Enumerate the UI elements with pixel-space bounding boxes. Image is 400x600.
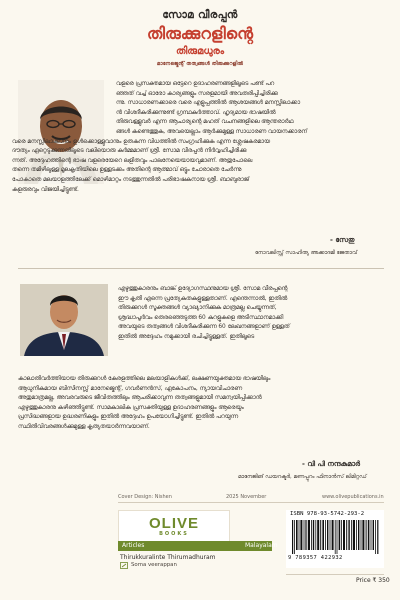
review-line: കാലാതിവർത്തിയായ തിരുക്കുറൾ കേരളത്തിലെ മലയാളികൾക്ക്, ലക്ഷണയുക്തമായ ഭാഷയിലും — [18, 376, 271, 382]
reviewer-photo — [20, 284, 108, 356]
section-divider — [18, 268, 384, 269]
publisher-name: OLIVE — [148, 515, 199, 532]
review-line: എഴുത്തുകാരനു കഴിഞ്ഞിട്ടുണ്ട്. സാമകാലിക പ്രസക്തിയുള്ള ഉദാഹരണങ്ങളും ആരെയും — [18, 404, 244, 411]
cover-design-credit: Cover Design: Nishen — [118, 494, 172, 500]
reviewer-2-title: മാനേജിങ് ഡയറക്ടർ, മണപ്പുറം ഫിനാൻസ് ലിമിറ്റഡ് — [238, 474, 367, 480]
reviewer-2-name: - വി പി നന്ദകുമാർ — [302, 460, 361, 468]
review-line: ദൗത്യം ഏറ്റെടുക്കുന്നതിലൂടെ വലിയൊരു കർമ്മമാണ് ശ്രീ. സോമ വീരപ്പൻ നിർവ്വഹിച്ചിരിക്കു — [12, 148, 247, 155]
publisher-sub: BOOKS — [159, 531, 189, 537]
price-divider — [286, 574, 384, 575]
review-line: കളരുരവും വിജയിച്ചിട്ടുണ്ട്. — [12, 186, 79, 193]
review-line: ങ്ങൾ കണ്ടെത്തുക, അവയെല്ലാം ആർക്കുമുള്ള സാധാരണ വായനക്കാരന് — [116, 128, 308, 135]
isbn-text: ISBN 978-93-5742-293-2 — [290, 511, 365, 517]
review-line: സ്ഥിതിവിവരങ്ങൾക്കുമുള്ള കൃത്യതയാർന്നവയാണ്. — [18, 423, 150, 430]
series-line: മാനേജ്മെന്റ് തത്വങ്ങൾ തിരുക്കുറളിൽ — [156, 61, 244, 67]
book-author-english: Soma veerappan — [131, 562, 177, 568]
review-line: ന്നു. സാധാരണക്കാരെ വരെ എളുപ്പത്തിൽ ആശയങ്ങൾ മനസ്സിലാക്കാ — [116, 100, 301, 107]
review-line: പോകാതെ മലയാളത്തിലേക്ക് മൊഴിമാറ്റം നടത്തുന്നതിൽ പരിഭാഷകനായ ശ്രീ. ബാബുരാജ് — [12, 176, 250, 183]
footer-divider — [118, 502, 384, 503]
author-name: സോമ വീരപ്പൻ — [162, 9, 238, 21]
review-paragraph-2 — [118, 285, 386, 375]
review-line: ന്നത്. അദ്ദേഹത്തിന്റെ ഭാഷ വളരെയേറെ ലളിതവും പാലനേയെയായവുമാണ്. അതുപോലെ — [12, 157, 253, 164]
book-title-sub: തിരുമധുരം — [175, 46, 225, 57]
review-line: അതുമാത്രമല്ല, അവരവരുടെ ജീവിതത്തിലും ആചരിക്കാവുന്ന തത്വങ്ങളുമായി സമന്വയിപ്പിക്കാൻ — [18, 395, 262, 402]
review-line: ഇതിൽ അദ്ദേഹം നമുക്കായി രചിച്ചിട്ടുള്ളത്. ഇതിലൂടെ — [118, 333, 255, 340]
author-pen-icon — [120, 562, 128, 569]
reviewer-1-title: നോവലിസ്റ്റ് സാഹിത്യ അക്കാദമി ജേതാവ് — [255, 250, 358, 256]
book-name-english: Thirukkuralinte Thirumadhuram — [120, 554, 216, 561]
review-line: ഈ കൃതി എന്നെ പ്രത്യേകതകളുള്ളതാണ്. എന്തെന്നാൽ, ഇതിൽ — [118, 295, 288, 302]
review-line: ഞ്ഞത് വച്ച് ഓരോ കാര്യങ്ങളും സരളമായി അവതരിപ്പിച്ചിരിക്കു — [116, 90, 278, 97]
review-line: വളരെ പ്രസക്തമായ ഒട്ടേറെ ഉദാഹരണങ്ങളിലൂടെ പണ്ട് പറ — [116, 81, 275, 87]
barcode-number: 9 789357 422932 — [288, 555, 343, 561]
category-right: Malayalam — [245, 542, 278, 549]
review-line: ശ്രദ്ധാപൂർവം തെരഞ്ഞെടുത്ത 60 കുറളുകളെ അടിസ്ഥാനമാക്കി — [118, 314, 284, 321]
review-line: എഴുത്തുകാരനും ബാങ്ക് ഉദ്യോഗസ്ഥനുമായ ശ്രീ. സോമ വീരപ്പന്റെ — [118, 286, 288, 292]
review-paragraph-2-cont — [18, 375, 386, 430]
reviewer-portrait-icon — [20, 284, 108, 356]
reviewer-1-name: - സേതു — [330, 236, 355, 244]
category-left: Articles — [122, 542, 145, 549]
price-label: Price ₹ 350 — [356, 577, 390, 584]
review-line: പ്രസിദ്ധങ്ങളായ ഉദ്ധരണികളും ഇതിൽ അദ്ദേഹം ഉപയോഗിച്ചിട്ടുണ്ട്. ഇതിൽ പറയുന്ന — [18, 414, 238, 421]
edition-text: 2025 November — [226, 494, 267, 500]
book-title: തിരുക്കുറളിന്റെ — [146, 24, 254, 43]
review-paragraph-1 — [12, 80, 386, 248]
review-line: തിരുക്കുറൾ സൂക്തങ്ങൾ വ്യാഖ്യാനിക്കുക മാത്രമല്ല ചെയ്യുന്നത്, — [118, 305, 277, 312]
website-link[interactable]: www.olivepublications.in — [322, 494, 384, 500]
review-line: ആധുനികമായ ബിസിനസ്സ് മാനേജ്മെന്റ്, ഗവർണൻസ്, ഏകോപനം, ന്യായവിചാരണ — [18, 385, 242, 392]
review-line: വരെ മനസ്സിലാക്കാനും ഉൾക്കൊള്ളുവാനും ഉതകുന്ന വിധത്തിൽ സംഗ്രഹിക്കുക എന്ന ശ്ലേഷകരമായ — [12, 138, 270, 145]
review-line: തന്നെ തമിഴിലുള്ള മൂലകൃതിയിലെ ഉള്ളടക്കം അതിന്റെ ആത്മാവ് ഒട്ടും ചോരാതെ ചേർന്നു — [12, 167, 242, 174]
publisher-logo-box — [118, 510, 230, 542]
review-line: ൻ വിശദീകരിക്കുന്നുണ്ട് ഗ്രന്ഥകർത്താവ്. ഹൃദ്യമായ ഭാഷയിൽ — [116, 109, 276, 116]
review-line: അവയുടെ തത്വങ്ങൾ വിശദീകരിക്കുന്ന 60 ലേഖനങ്ങളാണ് ഉള്ളത് — [118, 324, 290, 331]
barcode-icon — [292, 520, 380, 554]
review-line: തിരുവള്ളുവർ എന്ന ആചാര്യന്റെ മഹത് വചനങ്ങളിലെ ആന്തരാർഥ — [116, 119, 294, 126]
